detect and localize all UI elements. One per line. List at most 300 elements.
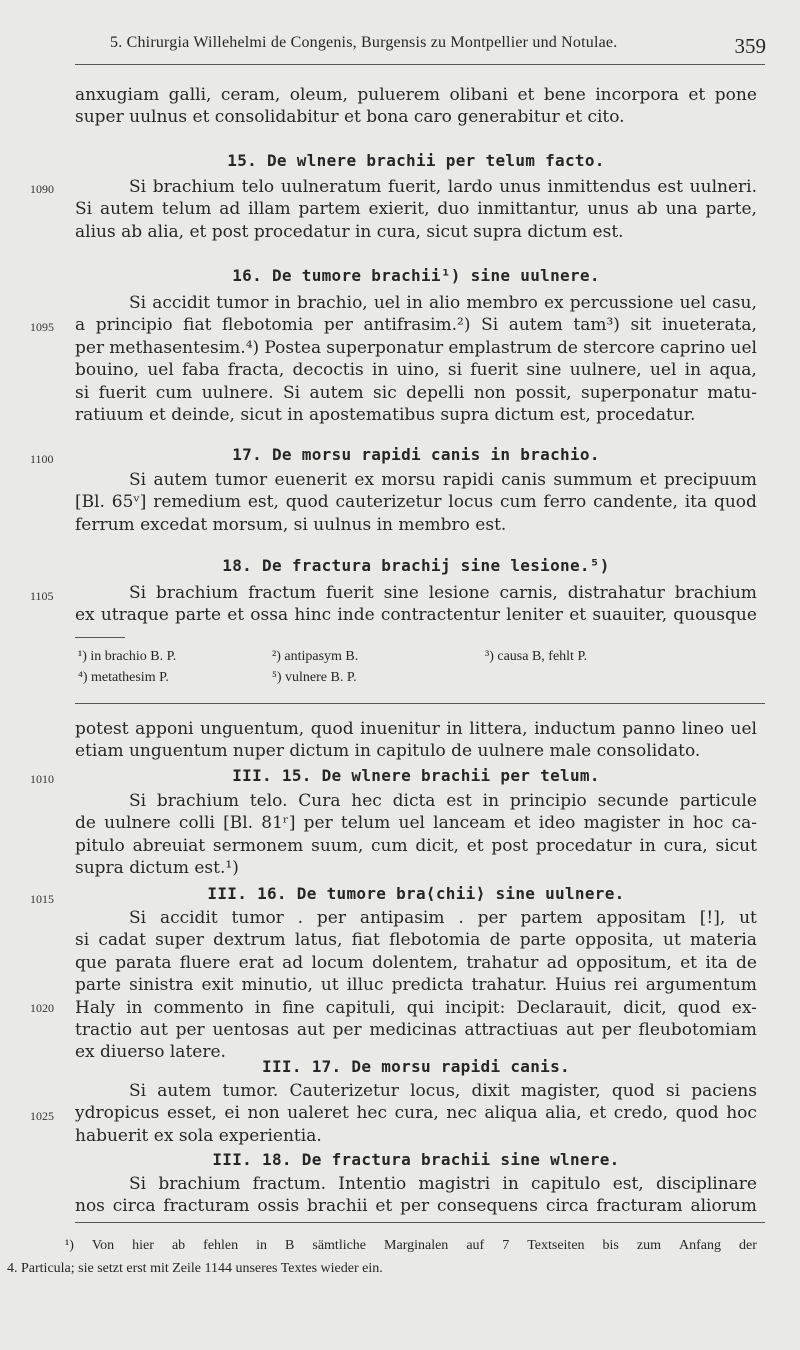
word: ab bbox=[636, 199, 658, 220]
word: locum bbox=[311, 952, 364, 973]
word: per bbox=[323, 315, 353, 336]
word: sämtliche bbox=[312, 1238, 367, 1253]
word: telo. bbox=[249, 791, 288, 811]
word: trahatur. bbox=[471, 975, 548, 996]
word: zum bbox=[636, 1238, 661, 1253]
word: colli bbox=[178, 813, 215, 834]
word: sit bbox=[630, 315, 652, 336]
word: der bbox=[739, 1238, 757, 1253]
word: brachium bbox=[674, 583, 757, 603]
word: si bbox=[75, 930, 90, 951]
text-line: ratiuum et deinde, sicut in apostematibus supra dictum est, procedatur. bbox=[75, 405, 696, 426]
word: inuenitur bbox=[360, 719, 440, 739]
word: telo bbox=[241, 177, 275, 197]
word: uel bbox=[147, 360, 174, 381]
word: alio bbox=[428, 293, 461, 313]
word: illam bbox=[248, 199, 291, 220]
word: uulneratum bbox=[280, 177, 382, 197]
word: parte bbox=[174, 605, 222, 626]
word: fleubotomiam bbox=[638, 1020, 757, 1041]
word: Textseiten bbox=[527, 1238, 585, 1253]
word: et bbox=[513, 813, 531, 834]
word: summum bbox=[553, 470, 633, 490]
text-line bbox=[75, 1019, 757, 1041]
word: disciplinare bbox=[655, 1174, 757, 1194]
word: suauiter, bbox=[592, 605, 668, 626]
word: ad bbox=[282, 952, 304, 973]
paragraph-4 bbox=[75, 469, 757, 536]
word: si bbox=[75, 382, 90, 403]
word: [Bl. bbox=[75, 492, 105, 513]
word: emplastrum bbox=[448, 337, 552, 358]
text-line bbox=[75, 974, 757, 996]
word: . bbox=[297, 908, 304, 928]
word: in bbox=[254, 997, 272, 1018]
word: sermonem bbox=[212, 835, 304, 856]
word: locus, bbox=[410, 1081, 461, 1101]
text-line bbox=[75, 582, 757, 604]
word: membro bbox=[466, 293, 538, 313]
word: fehlen bbox=[203, 1238, 239, 1253]
bottom-footnote bbox=[7, 1234, 757, 1280]
word: secunde bbox=[597, 791, 669, 811]
word: bene bbox=[543, 85, 586, 105]
word: non bbox=[473, 382, 506, 403]
word: Si bbox=[129, 791, 147, 811]
word: magistri bbox=[418, 1174, 491, 1194]
word: per bbox=[175, 1020, 205, 1041]
word: depelli bbox=[406, 382, 465, 403]
word: fracturam bbox=[163, 1196, 250, 1217]
text-line bbox=[75, 176, 757, 198]
word: sicut bbox=[715, 835, 757, 856]
text-line bbox=[75, 835, 757, 857]
word: sine bbox=[383, 583, 419, 603]
word: cadat bbox=[98, 930, 146, 951]
word: ut bbox=[739, 908, 757, 928]
bottom-rule bbox=[75, 1222, 765, 1223]
word: uentosas bbox=[212, 1020, 290, 1041]
word: Intentio bbox=[338, 1174, 407, 1194]
word: erat bbox=[238, 952, 274, 973]
word: et bbox=[466, 835, 484, 856]
word: magister, bbox=[520, 1081, 601, 1101]
word: Si bbox=[129, 293, 147, 313]
word: fractum. bbox=[252, 1174, 327, 1194]
word: fluere bbox=[179, 952, 231, 973]
word: et bbox=[639, 470, 657, 490]
line-number: 1095 bbox=[30, 320, 54, 334]
word: incipit: bbox=[445, 997, 506, 1018]
word: per bbox=[303, 813, 333, 834]
word: olibani bbox=[449, 85, 508, 105]
section-heading-18: 18. De fractura brachij sine lesione.⁵) bbox=[222, 556, 610, 575]
word: quod bbox=[611, 1081, 655, 1101]
text-line bbox=[75, 198, 757, 220]
word: brachium bbox=[152, 177, 235, 197]
word: ideo bbox=[538, 813, 576, 834]
word: tumor bbox=[231, 908, 284, 928]
word: uulneri. bbox=[689, 177, 757, 197]
text-line bbox=[75, 604, 757, 626]
text-line bbox=[75, 907, 757, 929]
word: per bbox=[316, 908, 346, 928]
word: procedatur bbox=[535, 835, 632, 856]
word: uel bbox=[398, 813, 425, 834]
word: [Bl. bbox=[223, 813, 254, 834]
word: locus bbox=[448, 492, 494, 513]
word: quod bbox=[310, 719, 354, 739]
word: Si bbox=[481, 315, 499, 336]
word: partem bbox=[298, 199, 361, 220]
text-line bbox=[75, 718, 757, 740]
line-number: 1100 bbox=[30, 452, 54, 466]
word: matu- bbox=[707, 382, 757, 403]
word: per bbox=[601, 1020, 631, 1041]
text-line: alius ab alia, et post procedatur in cura, sicut supra dictum est. bbox=[75, 221, 624, 242]
word: de bbox=[489, 930, 511, 951]
word: fracturam bbox=[596, 1196, 683, 1217]
word: in bbox=[684, 360, 702, 381]
text-line bbox=[75, 491, 757, 513]
word: ex bbox=[75, 605, 95, 626]
word: Si bbox=[129, 1081, 147, 1101]
word: hoc bbox=[726, 1103, 757, 1124]
word: Si bbox=[129, 470, 147, 490]
word: uel bbox=[649, 360, 677, 381]
word: paciens bbox=[691, 1081, 757, 1101]
word: Cauterizetur bbox=[289, 1081, 399, 1101]
word: antifrasim.²) bbox=[363, 315, 471, 336]
word: anxugiam bbox=[75, 85, 160, 105]
footnote: ¹) in brachio B. P. bbox=[78, 649, 177, 664]
word: aut bbox=[296, 1020, 325, 1041]
word: superponatur bbox=[326, 337, 444, 358]
word: pitulo bbox=[75, 835, 125, 856]
word: ei bbox=[224, 1103, 240, 1124]
paragraph-7 bbox=[75, 790, 757, 880]
word: 65ᵛ] bbox=[111, 492, 147, 513]
word: materia bbox=[690, 930, 757, 951]
word: Si bbox=[283, 382, 301, 403]
word: in bbox=[446, 719, 463, 739]
word: parte, bbox=[705, 199, 757, 220]
word: 81ʳ] bbox=[261, 813, 296, 834]
word: aqua, bbox=[709, 360, 757, 381]
word: post bbox=[491, 835, 529, 856]
word: opposita, bbox=[575, 930, 654, 951]
word: non bbox=[247, 1103, 280, 1124]
word: exit bbox=[201, 975, 234, 996]
word: per bbox=[477, 908, 507, 928]
word: inde bbox=[337, 605, 375, 626]
word: incorpora bbox=[595, 85, 679, 105]
section-divider bbox=[75, 703, 765, 704]
paragraph-5 bbox=[75, 582, 757, 627]
notula-heading-18: III. 18. De fractura brachii sine wlnere. bbox=[212, 1150, 620, 1169]
word: fuerit bbox=[325, 583, 374, 603]
word: et bbox=[688, 85, 706, 105]
text-line bbox=[75, 1173, 757, 1195]
word: brachio, bbox=[297, 293, 368, 313]
word: de bbox=[75, 813, 96, 834]
word: in bbox=[639, 835, 656, 856]
word: per bbox=[400, 1196, 430, 1217]
text-line bbox=[75, 997, 757, 1019]
word: quod bbox=[713, 492, 757, 513]
word: cauterizetur bbox=[335, 492, 442, 513]
word: caprino bbox=[660, 337, 726, 358]
word: Si bbox=[129, 908, 147, 928]
word: fiat bbox=[183, 315, 212, 336]
footnote: ⁵) vulnere B. P. bbox=[272, 670, 357, 685]
word: in bbox=[372, 360, 389, 381]
notula-heading-15: III. 15. De wlnere brachii per telum. bbox=[232, 766, 600, 785]
word: brachii bbox=[307, 1196, 368, 1217]
word: flebotomia bbox=[389, 930, 481, 951]
word: suum, bbox=[311, 835, 364, 856]
paragraph-10 bbox=[75, 1173, 757, 1218]
word: ferro bbox=[543, 492, 587, 513]
word: Si bbox=[75, 199, 93, 220]
text-line bbox=[75, 337, 757, 359]
word: fracta, bbox=[227, 360, 285, 381]
word: ossis bbox=[257, 1196, 300, 1217]
word: canis bbox=[501, 470, 546, 490]
line-number: 1010 bbox=[30, 772, 54, 786]
text-line bbox=[75, 812, 757, 834]
word: leniter bbox=[506, 605, 564, 626]
line-number: 1015 bbox=[30, 892, 54, 906]
paragraph-2 bbox=[75, 176, 757, 243]
word: hec bbox=[351, 791, 382, 811]
section-heading-16: 16. De tumore brachii¹) sine uulnere. bbox=[232, 266, 600, 285]
word: est bbox=[446, 791, 472, 811]
section-heading-15: 15. De wlnere brachii per telum facto. bbox=[227, 151, 605, 170]
word: cura, bbox=[394, 1103, 439, 1124]
word: cura, bbox=[663, 835, 708, 856]
line-number: 1020 bbox=[30, 1001, 54, 1015]
word: ita bbox=[705, 952, 728, 973]
word: per bbox=[332, 1020, 362, 1041]
word: bouino, bbox=[75, 360, 140, 381]
word: exierit, bbox=[368, 199, 430, 220]
word: illuc bbox=[346, 975, 384, 996]
word: autem bbox=[153, 470, 208, 490]
word: aut bbox=[565, 1020, 594, 1041]
word: que bbox=[75, 952, 107, 973]
footnote: ⁴) metathesim P. bbox=[78, 670, 169, 685]
word: abreuiat bbox=[132, 835, 206, 856]
line-number: 1025 bbox=[30, 1109, 54, 1123]
word: hec bbox=[356, 1103, 388, 1124]
word: possit, bbox=[515, 382, 572, 403]
word: carnis, bbox=[499, 583, 558, 603]
word: uulnere. bbox=[201, 382, 274, 403]
text-line bbox=[75, 1080, 757, 1102]
line-number: 1090 bbox=[30, 182, 54, 196]
word: B bbox=[285, 1238, 295, 1253]
text-line bbox=[75, 1102, 757, 1124]
word: Von bbox=[91, 1238, 115, 1253]
word: magister bbox=[583, 813, 660, 834]
word: hoc bbox=[692, 813, 724, 834]
word: et bbox=[375, 1196, 393, 1217]
word: sine bbox=[526, 360, 562, 381]
word: parata bbox=[115, 952, 172, 973]
word: ¹) bbox=[65, 1238, 74, 1253]
word: antipasim bbox=[359, 908, 445, 928]
word: aliqua bbox=[484, 1103, 538, 1124]
word: lesione bbox=[428, 583, 490, 603]
word: quod bbox=[675, 1103, 719, 1124]
word: ut bbox=[320, 975, 339, 996]
word: ydropicus bbox=[75, 1103, 160, 1124]
running-head: 5. Chirurgia Willehelmi de Congenis, Burgensis zu Montpellier und Notulae. bbox=[110, 34, 618, 51]
word: est bbox=[657, 177, 683, 197]
word: ualeret bbox=[287, 1103, 349, 1124]
word: Cura bbox=[298, 791, 341, 811]
text-line: etiam unguentum nuper dictum in capitulo de uulnere male consolidato. bbox=[75, 741, 701, 762]
word: hier bbox=[132, 1238, 154, 1253]
word: lanceam bbox=[433, 813, 506, 834]
word: de bbox=[556, 337, 578, 358]
word: faba bbox=[182, 360, 220, 381]
word: cum bbox=[499, 492, 537, 513]
word: auf bbox=[466, 1238, 485, 1253]
footnote-rule bbox=[75, 637, 125, 638]
text-line: habuerit ex sola experientia. bbox=[75, 1125, 322, 1146]
word: dolentem, bbox=[372, 952, 459, 973]
section-heading-17: 17. De morsu rapidi canis in brachio. bbox=[232, 445, 600, 464]
word: tam³) bbox=[573, 315, 620, 336]
word: quousque bbox=[673, 605, 757, 626]
word: unus bbox=[587, 199, 629, 220]
header-rule bbox=[75, 64, 765, 65]
word: fine bbox=[282, 997, 315, 1018]
word: hinc bbox=[294, 605, 332, 626]
word: Declarauit, bbox=[516, 997, 613, 1018]
text-line: super uulnus et consolidabitur et bona caro generabitur et cito. bbox=[75, 107, 625, 128]
word: ca- bbox=[731, 813, 757, 834]
word: ex bbox=[543, 293, 564, 313]
word: [!], bbox=[699, 908, 726, 928]
word: a bbox=[75, 315, 86, 336]
word: fuerit, bbox=[388, 177, 442, 197]
text-line bbox=[75, 84, 757, 106]
word: in bbox=[502, 1174, 519, 1194]
word: panno bbox=[622, 719, 676, 739]
word: telum bbox=[340, 813, 391, 834]
word: ita bbox=[684, 492, 708, 513]
word: morsu bbox=[381, 470, 436, 490]
word: nos bbox=[75, 1196, 105, 1217]
word: uulnere, bbox=[569, 360, 642, 381]
line-number: 1105 bbox=[30, 589, 54, 603]
word: Si bbox=[129, 177, 147, 197]
word: capituli, bbox=[325, 997, 396, 1018]
word: stercore bbox=[583, 337, 655, 358]
word: contractentur bbox=[380, 605, 500, 626]
word: telum bbox=[161, 199, 212, 220]
word: methasentesim.⁴) bbox=[109, 337, 260, 358]
word: principio bbox=[509, 791, 587, 811]
word: circa bbox=[545, 1196, 589, 1217]
word: est, bbox=[247, 492, 279, 513]
word: capitulo bbox=[531, 1174, 601, 1194]
word: dixit bbox=[471, 1081, 510, 1101]
word: Postea bbox=[264, 337, 322, 358]
word: et bbox=[589, 1103, 607, 1124]
word: unguentum, bbox=[200, 719, 305, 739]
word: ut bbox=[663, 930, 681, 951]
word: rei bbox=[614, 975, 638, 996]
word: attractiuas bbox=[464, 1020, 559, 1041]
word: brachium bbox=[158, 1174, 241, 1194]
word: qui bbox=[406, 997, 435, 1018]
word: casu, bbox=[712, 293, 757, 313]
word: Haly bbox=[75, 997, 116, 1018]
word: tumor. bbox=[222, 1081, 279, 1101]
word: sinistra bbox=[129, 975, 194, 996]
word: tumor bbox=[216, 293, 269, 313]
footnote: ³) causa B, fehlt P. bbox=[485, 649, 588, 664]
word: bis bbox=[602, 1238, 619, 1253]
word: tumor bbox=[214, 470, 268, 490]
word: Si bbox=[129, 1174, 147, 1194]
word: dicta bbox=[392, 791, 436, 811]
word: ex- bbox=[731, 997, 757, 1018]
word: partem bbox=[520, 908, 583, 928]
word: argumentum bbox=[645, 975, 757, 996]
word: inductum bbox=[534, 719, 616, 739]
word: dicit, bbox=[623, 997, 667, 1018]
word: principio bbox=[95, 315, 173, 336]
text-line bbox=[75, 382, 757, 404]
word: autem bbox=[309, 382, 364, 403]
word: in bbox=[406, 293, 423, 313]
paragraph-9 bbox=[75, 1080, 757, 1147]
paragraph-1 bbox=[75, 84, 757, 129]
word: fractum bbox=[248, 583, 317, 603]
word: autem bbox=[99, 199, 155, 220]
word: in bbox=[126, 997, 143, 1018]
word: rapidi bbox=[442, 470, 494, 490]
word: distrahatur bbox=[567, 583, 665, 603]
word: et bbox=[680, 952, 697, 973]
word: ad bbox=[546, 952, 568, 973]
word: medicinas bbox=[369, 1020, 457, 1041]
word: Anfang bbox=[679, 1238, 721, 1253]
word: aliorum bbox=[690, 1196, 757, 1217]
word: candente, bbox=[593, 492, 678, 513]
word: ex bbox=[354, 470, 375, 490]
word: alia, bbox=[545, 1103, 582, 1124]
word: in bbox=[256, 1238, 268, 1253]
word: et bbox=[517, 85, 535, 105]
word: trahatur bbox=[466, 952, 539, 973]
word: fuerit bbox=[98, 382, 147, 403]
notula-heading-17: III. 17. De morsu rapidi canis. bbox=[262, 1057, 570, 1076]
word: commento bbox=[153, 997, 244, 1018]
word: ab bbox=[171, 1238, 186, 1253]
text-line: ferrum excedat morsum, si uulnus in membro est. bbox=[75, 514, 507, 535]
word: puluerem bbox=[357, 85, 440, 105]
text-line bbox=[75, 1195, 757, 1217]
word: cum bbox=[371, 835, 408, 856]
word: euenerit bbox=[274, 470, 348, 490]
word: parte bbox=[75, 975, 122, 996]
